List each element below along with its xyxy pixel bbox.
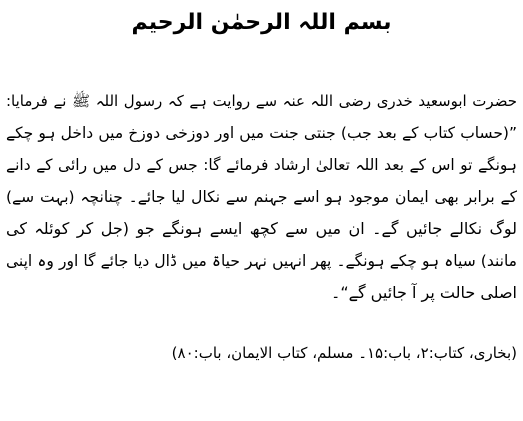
- reference-citation: (بخاری، کتاب:۲، باب:۱۵۔ مسلم، کتاب الایمان، باب:۸۰): [171, 344, 517, 362]
- body-line-3: ہونگے تو اس کے بعد اللہ تعالیٰ ارشاد فرمائے گا: جس کے دل میں رائی کے دانے: [6, 156, 517, 174]
- body-line-6: مانند) سیاہ ہو چکے ہونگے۔ پھر انہیں نہر حیاۃ میں ڈال دیا جائے گا اور وہ اپنی: [6, 252, 517, 270]
- body-line-2: ”(حساب کتاب کے بعد جب) جنتی جنت میں اور دوزخی دوزخ میں داخل ہو چکے: [6, 124, 517, 142]
- bismillah-heading: بسم اللہ الرحمٰن الرحیم: [131, 10, 392, 35]
- body-line-5: لوگ نکالے جائیں گے۔ ان میں سے کچھ ایسے ہونگے جو (جل کر کوئلہ کی: [6, 219, 517, 238]
- body-line-4: کے برابر بھی ایمان موجود ہو اسے جہنم سے نکال لیا جائے۔ چنانچہ (بہت سے): [6, 188, 517, 206]
- body-line-7: اصلی حالت پر آ جائیں گے“۔: [330, 283, 517, 302]
- body-line-1: حضرت ابوسعید خدری رضی اللہ عنہ سے روایت ہے کہ رسول اللہ ﷺ نے فرمایا:: [6, 92, 517, 110]
